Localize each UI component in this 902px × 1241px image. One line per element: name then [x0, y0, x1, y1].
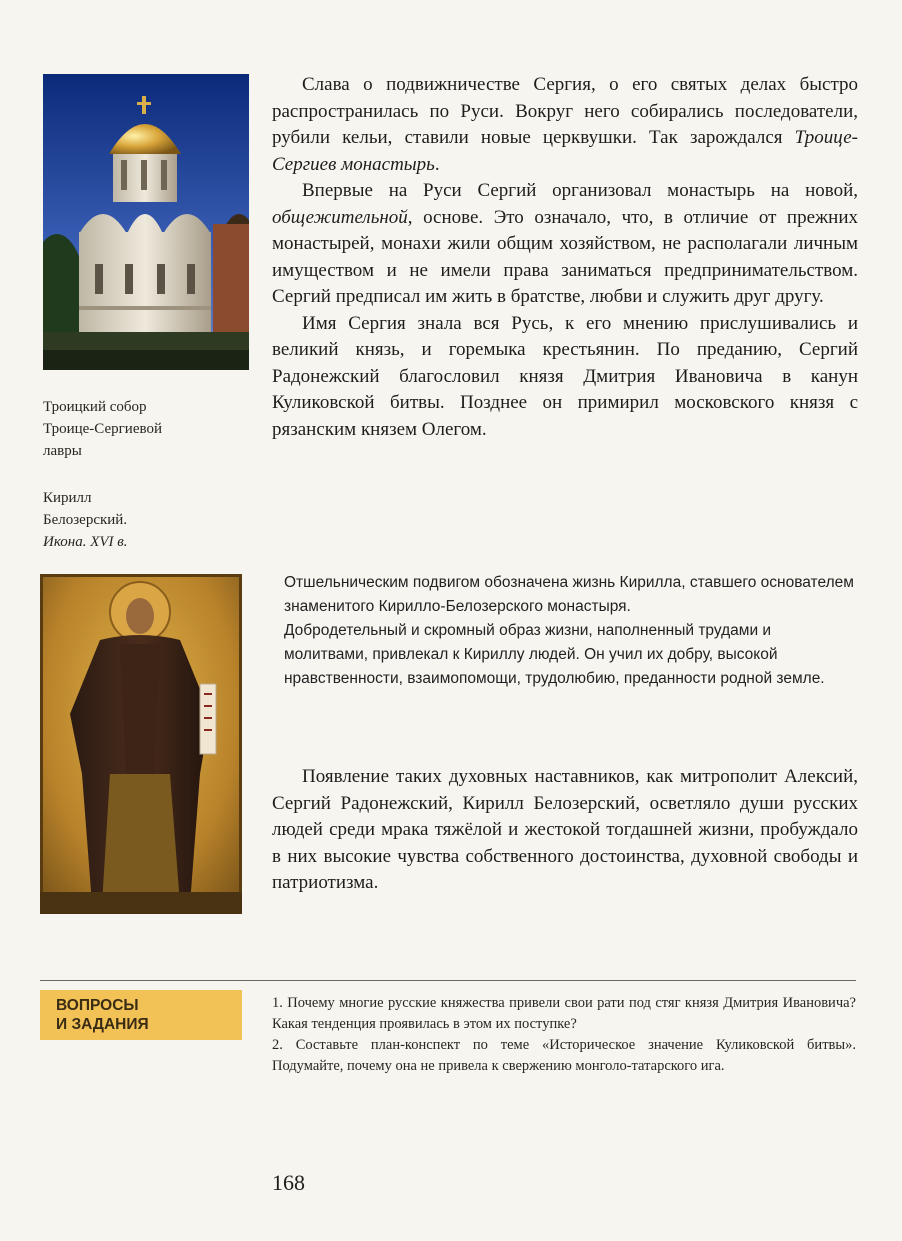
icon-caption-line: Кирилл: [43, 490, 92, 506]
main-text: [272, 72, 858, 443]
section-divider: [40, 980, 856, 981]
questions-list: [272, 993, 856, 1077]
paragraph: Впервые на Руси Сергий организовал монастырь на новой, общежительной, основе. Это означало, что, в отличие от прежних монастырей, монахи жили общим хозяйством, не располагали личным имуществом и не имели права заниматься предпринимательством. Сергий предписал им жить в братстве, любви и служить друг другу.: [272, 180, 858, 307]
icon-caption-line: Белозерский.: [43, 512, 128, 528]
kirill-icon-image: [40, 574, 242, 914]
question-item: 1. Почему многие русские княжества привели свои рати под стяг князя Дмитрия Ивановича? Какая тенденция проявилась в этом их поступке?: [272, 995, 856, 1032]
cathedral-caption-line: Троице-Сергиевой: [43, 421, 162, 437]
main-text-continued: [272, 764, 858, 897]
paragraph: Имя Сергия знала вся Русь, к его мнению прислушивались и великий князь, и горемыка крестьянин. По преданию, Сергий Радонежский благословил князя Дмитрия Ивановича в канун Куликовской битвы. Позднее он примирил московского князя с рязанским князем Олегом.: [272, 312, 858, 440]
question-item: 2. Составьте план-конспект по теме «Историческое значение Куликовской битвы». Подумайте, почему она не привела к свержению монголо-татарского ига.: [272, 1037, 856, 1074]
kirill-note: [284, 571, 858, 691]
questions-heading: [40, 990, 242, 1040]
paragraph: Слава о подвижничестве Сергия, о его святых делах быстро распространилась по Руси. Вокруг него собирались последователи, рубили кельи, ставили новые церквушки. Так зарождался Троице-Сергиев монастырь.: [272, 74, 858, 175]
paragraph: Появление таких духовных наставников, как митрополит Алексий, Сергий Радонежский, Кирилл Белозерский, осветляло души русских людей среди мрака тяжёлой и жестокой тогдашней жизни, пробуждало в них высокие чувства собственного достоинства, духовной свободы и патриотизма.: [272, 766, 858, 893]
trinity-cathedral-photo: [43, 74, 249, 370]
questions-heading-line: ВОПРОСЫ: [56, 997, 139, 1014]
cathedral-caption: [43, 396, 162, 462]
note-paragraph: Отшельническим подвигом обозначена жизнь Кирилла, ставшего основателем знаменитого Кирилло-Белозерского монастыря.: [284, 574, 854, 615]
cathedral-caption-line: Троицкий собор: [43, 399, 147, 415]
note-paragraph: Добродетельный и скромный образ жизни, наполненный трудами и молитвами, привлекал к Кириллу людей. Он учил их добру, высокой нравственности, взаимопомощи, трудолюбию, преданности родной земле.: [284, 622, 825, 687]
questions-heading-line: И ЗАДАНИЯ: [56, 1016, 149, 1033]
page-number: 168: [272, 1170, 305, 1195]
cathedral-caption-line: лавры: [43, 443, 82, 459]
icon-caption-line: Икона. XVI в.: [43, 534, 128, 550]
icon-caption: [43, 487, 128, 553]
